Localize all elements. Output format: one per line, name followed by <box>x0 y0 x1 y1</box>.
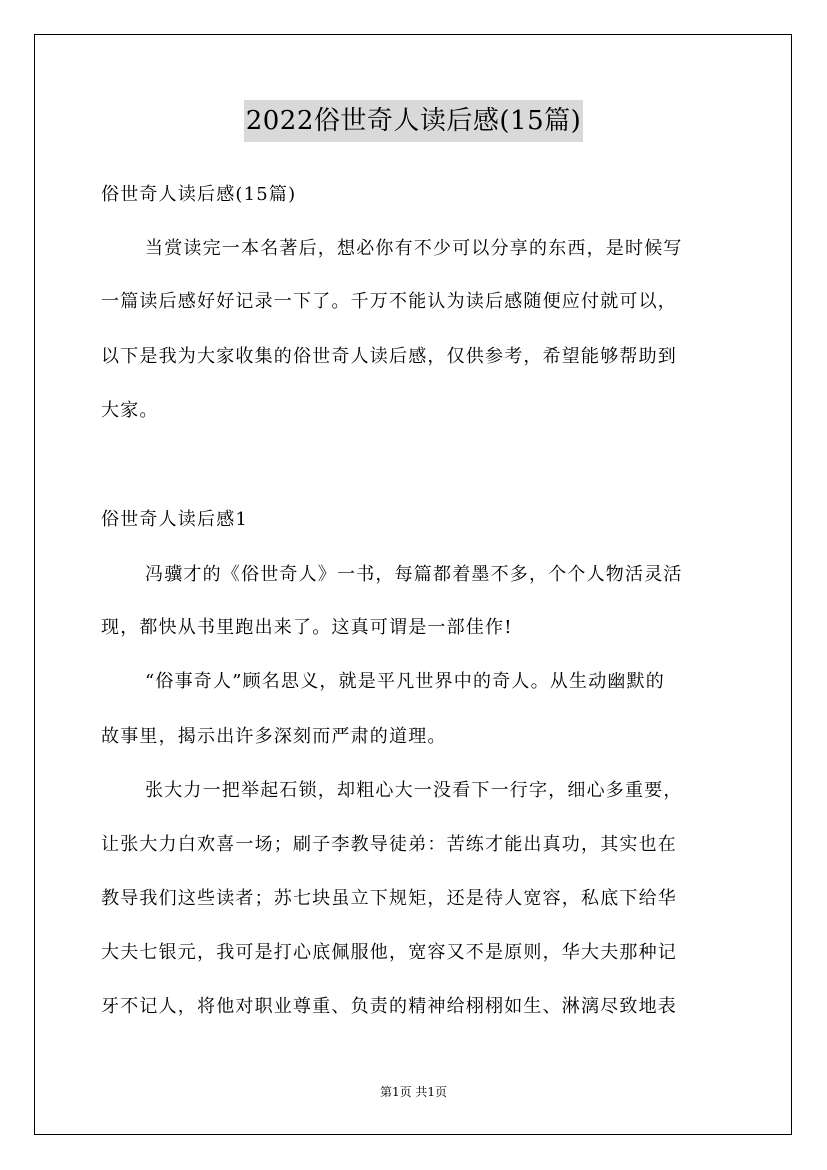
intro-line: 以下是我为大家收集的俗世奇人读后感，仅供参考，希望能够帮助到 <box>101 346 677 367</box>
intro-line: 大家。 <box>101 400 159 421</box>
subtitle: 俗世奇人读后感(15篇) <box>101 184 297 205</box>
body-line: 冯骥才的《俗世奇人》一书，每篇都着墨不多，个个人物活灵活 <box>145 564 683 585</box>
body-line: 故事里，揭示出许多深刻而严肃的道理。 <box>101 726 447 747</box>
body-line: 现，都快从书里跑出来了。这真可谓是一部佳作! <box>101 617 513 638</box>
body-line: 大夫七银元，我可是打心底佩服他，宽容又不是原则，华大夫那种记 <box>101 942 677 963</box>
intro-line: 当赏读完一本名著后，想必你有不少可以分享的东西，是时候写 <box>145 238 683 259</box>
body-line: 牙不记人，将他对职业尊重、负责的精神给栩栩如生、淋漓尽致地表 <box>101 996 677 1017</box>
title-container <box>0 100 827 142</box>
page-footer: 第1页 共1页 <box>379 1085 448 1099</box>
body-line: 教导我们这些读者；苏七块虽立下规矩，还是待人宽容，私底下给华 <box>101 888 677 909</box>
intro-line: 一篇读后感好好记录一下了。千万不能认为读后感随便应付就可以， <box>101 291 677 312</box>
document-title: 2022俗世奇人读后感(15篇) <box>244 100 584 142</box>
body-line: 让张大力白欢喜一场；刷子李教导徒弟：苦练才能出真功，其实也在 <box>101 834 677 855</box>
body-line: “俗事奇人”顾名思义，就是平凡世界中的奇人。从生动幽默的 <box>145 671 666 692</box>
section-heading: 俗世奇人读后感1 <box>101 509 249 530</box>
body-line: 张大力一把举起石锁，却粗心大一没看下一行字，细心多重要， <box>145 780 683 801</box>
